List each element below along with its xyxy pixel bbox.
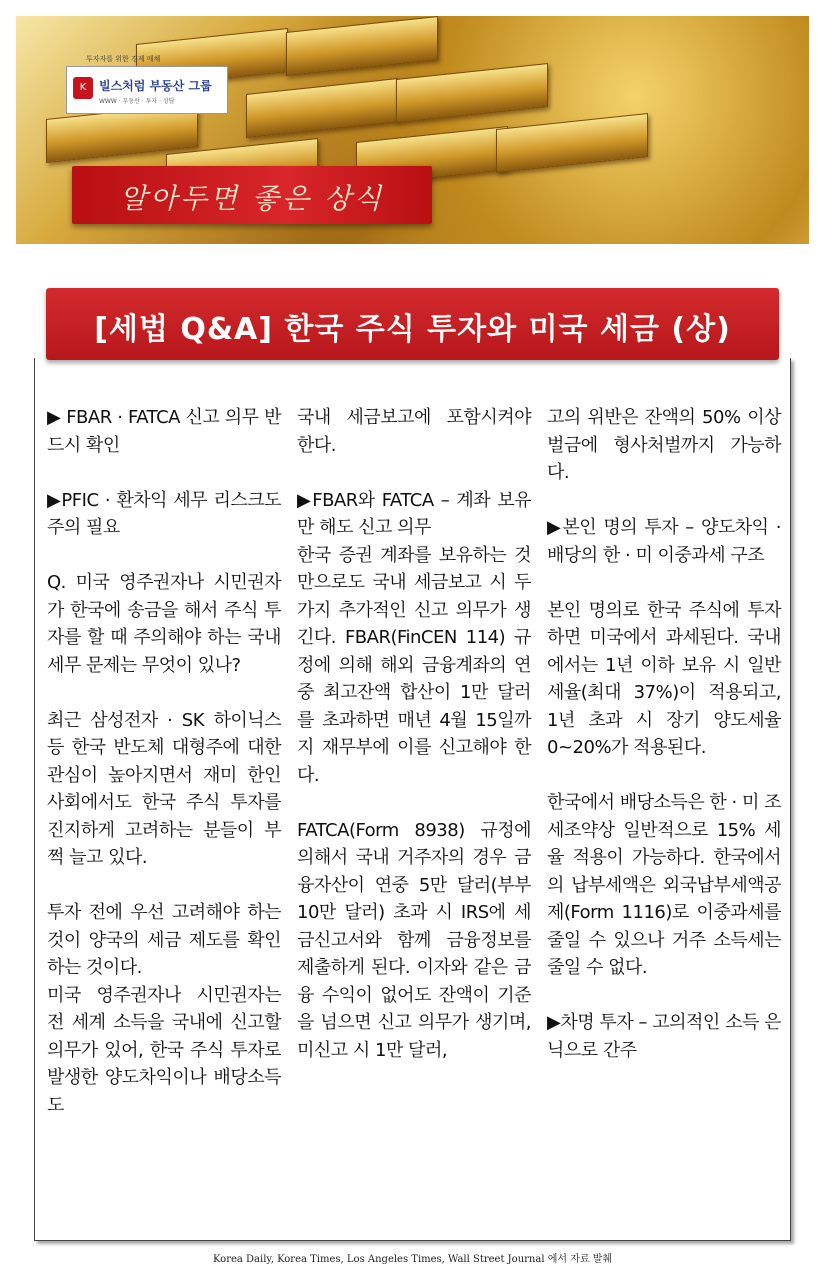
- subheading: ▶PFIC · 환차익 세무 리스크도 주의 필요: [47, 489, 281, 538]
- header-banner: [16, 16, 809, 244]
- article-headline: [세법 Q&A] 한국 주식 투자와 미국 세금 (상): [94, 312, 731, 347]
- section-title-band: [72, 166, 432, 224]
- company-logo: [66, 66, 228, 114]
- gold-bar-image: [396, 63, 548, 123]
- article-column-3: [547, 404, 781, 1092]
- gold-bar-image: [496, 113, 648, 173]
- gold-bar-image: [246, 78, 398, 138]
- subheading: ▶차명 투자 – 고의적인 소득 은닉으로 간주: [547, 1012, 781, 1061]
- article-headline-bar: [46, 288, 779, 360]
- body-paragraph: 한국 증권 계좌를 보유하는 것만으로도 국내 세금보고 시 두 가지 추가적인 신고 의무가 생긴다. FBAR(FinCEN 114) 규정에 의해 해외 금융계좌의 연중 최고잔액 합산이 1만 달러를 초과하면 매년 4월 15일까지 재무부에 이를 신고해야 한다.: [297, 544, 531, 786]
- subheading: ▶본인 명의 투자 – 양도차익 · 배당의 한 · 미 이중과세 구조: [547, 517, 781, 566]
- body-paragraph: 본인 명의로 한국 주식에 투자하면 미국에서 과세된다. 국내에서는 1년 이하 보유 시 일반세율(최대 37%)이 적용되고, 1년 초과 시 장기 양도세율 0~20%가 적용된다.: [547, 599, 781, 758]
- logo-mark-icon: K: [73, 77, 93, 99]
- section-title: 알아두면 좋은 상식: [119, 182, 385, 215]
- article-column-1: [47, 404, 281, 1147]
- article-body: [34, 358, 791, 1241]
- body-paragraph: 국내 세금보고에 포함시켜야 한다.: [297, 407, 531, 456]
- body-paragraph: 미국 영주권자나 시민권자는 전 세계 소득을 국내에 신고할 의무가 있어, 한국 주식 투자로 발생한 양도차익이나 배당소득도: [47, 984, 281, 1116]
- gold-bar-image: [286, 16, 438, 76]
- body-paragraph: 한국에서 배당소득은 한 · 미 조세조약상 일반적으로 15% 세율 적용이 가능하다. 한국에서의 납부세액은 외국납부세액공제(Form 1116)로 이중과세를 줄일 수 있으나 거주 소득세는 줄일 수 없다.: [547, 792, 781, 978]
- subheading: ▶FBAR와 FATCA – 계좌 보유만 해도 신고 의무: [297, 489, 531, 538]
- body-paragraph: 투자 전에 우선 고려해야 하는 것이 양국의 세금 제도를 확인하는 것이다.: [47, 902, 281, 978]
- body-paragraph: FATCA(Form 8938) 규정에 의해서 국내 거주자의 경우 금융자산이 연중 5만 달러(부부 10만 달러) 초과 시 IRS에 세금신고서와 함께 금융정보를 제출하게 된다. 이자와 같은 금융 수익이 없어도 잔액이 기준을 넘으면 신고 의무가 생기며, 미신고 시 1만 달러,: [297, 819, 531, 1061]
- body-paragraph: 최근 삼성전자 · SK 하이닉스 등 한국 반도체 대형주에 대한 관심이 높아지면서 재미 한인 사회에서도 한국 주식 투자를 진지하게 고려하는 분들이 부쩍 늘고 있다.: [47, 709, 281, 868]
- logo-subtext: WWW · 부동산 · 투자 · 상담: [99, 98, 175, 105]
- logo-tagline: 투자자를 위한 경제 매체: [86, 55, 161, 63]
- question-paragraph: Q. 미국 영주권자나 시민권자가 한국에 송금을 해서 주식 투자를 할 때 주의해야 하는 국내 세무 문제는 무엇이 있나?: [47, 572, 281, 676]
- body-paragraph: 고의 위반은 잔액의 50% 이상 벌금에 형사처벌까지 가능하다.: [547, 407, 781, 483]
- article-column-2: [297, 404, 531, 1092]
- source-footer: Korea Daily, Korea Times, Los Angeles Times, Wall Street Journal 에서 자료 발췌: [212, 1254, 613, 1265]
- logo-name: 빌스처럼 부동산 그룹: [99, 79, 212, 93]
- subheading: ▶ FBAR · FATCA 신고 의무 반드시 확인: [47, 407, 281, 456]
